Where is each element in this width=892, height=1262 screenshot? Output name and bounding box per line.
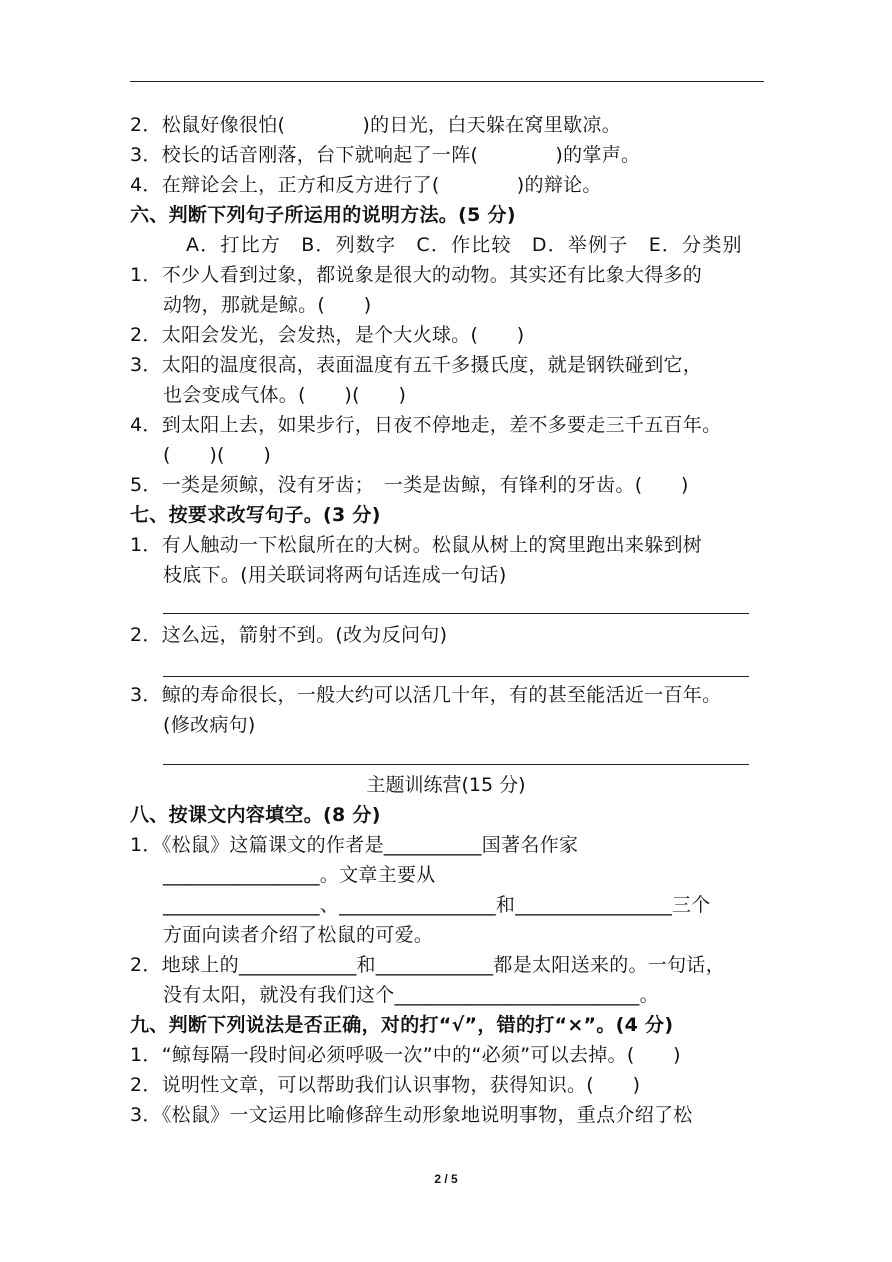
section-6-heading: 六、判断下列句子所运用的说明方法。(5 分) — [130, 204, 516, 226]
question-8-1: 1．《松鼠》这篇课文的作者是__________国著名作家 — [130, 834, 579, 856]
question-9-1: 1．“鲸每隔一段时间必须呼吸一次”中的“必须”可以去掉。( ) — [130, 1044, 681, 1066]
answer-line-7-3 — [163, 764, 749, 765]
question-8-1-cont-b: ________________、________________和________________三个 — [163, 894, 711, 916]
question-7-2: 2．这么远，箭射不到。(改为反问句) — [130, 624, 448, 646]
question-8-1-cont-a: ________________。文章主要从 — [163, 864, 436, 886]
question-6-1-cont: 动物，那就是鲸。( ) — [163, 294, 372, 316]
question-8-1-cont-c: 方面向读者介绍了松鼠的可爱。 — [163, 924, 434, 946]
question-5-3: 3．校长的话音刚落，台下就响起了一阵( )的掌声。 — [130, 144, 641, 166]
question-5-2: 2．松鼠好像很怕( )的日光，白天躲在窝里歇凉。 — [130, 114, 622, 136]
question-6-3-cont: 也会变成气体。( )( ) — [163, 384, 407, 406]
question-6-3: 3．太阳的温度很高，表面温度有五千多摄氏度，就是钢铁碰到它， — [130, 354, 703, 376]
question-6-5: 5．一类是须鲸，没有牙齿； 一类是齿鲸，有锋利的牙齿。( ) — [130, 474, 689, 496]
question-6-1: 1．不少人看到过象，都说象是很大的动物。其实还有比象大得多的 — [130, 264, 703, 286]
question-9-2: 2．说明性文章，可以帮助我们认识事物，获得知识。( ) — [130, 1074, 641, 1096]
page-number: 2 / 5 — [434, 1172, 458, 1186]
question-8-2: 2．地球上的____________和____________都是太阳送来的。一句话， — [130, 954, 725, 976]
question-6-4-cont: ( )( ) — [163, 444, 272, 466]
question-6-2: 2．太阳会发光，会发热，是个大火球。( ) — [130, 324, 525, 346]
question-9-3: 3．《松鼠》一文运用比喻修辞生动形象地说明事物，重点介绍了松 — [130, 1104, 693, 1126]
section-9-heading: 九、判断下列说法是否正确，对的打“√”，错的打“×”。(4 分) — [130, 1014, 674, 1036]
section-6-options: A．打比方 B．列数字 C．作比较 D．举例子 E．分类别 — [186, 234, 743, 256]
section-7-heading: 七、按要求改写句子。(3 分) — [130, 504, 381, 526]
question-7-1-cont: 枝底下。(用关联词将两句话连成一句话) — [163, 564, 507, 586]
question-8-2-cont: 没有太阳，就没有我们这个_________________________。 — [163, 984, 659, 1006]
question-5-4: 4．在辩论会上，正方和反方进行了( )的辩论。 — [130, 174, 602, 196]
question-7-3-cont: (修改病句) — [163, 714, 256, 736]
answer-line-7-2 — [163, 676, 749, 677]
answer-line-7-1 — [163, 613, 749, 614]
question-7-1: 1．有人触动一下松鼠所在的大树。松鼠从树上的窝里跑出来躲到树 — [130, 534, 703, 556]
header-rule — [130, 81, 764, 82]
question-7-3: 3．鲸的寿命很长，一般大约可以活几十年，有的甚至能活近一百年。 — [130, 684, 722, 706]
question-6-4: 4．到太阳上去，如果步行，日夜不停地走，差不多要走三千五百年。 — [130, 414, 722, 436]
section-8-heading: 八、按课文内容填空。(8 分) — [130, 804, 381, 826]
theme-training-title: 主题训练营(15 分) — [366, 774, 526, 796]
